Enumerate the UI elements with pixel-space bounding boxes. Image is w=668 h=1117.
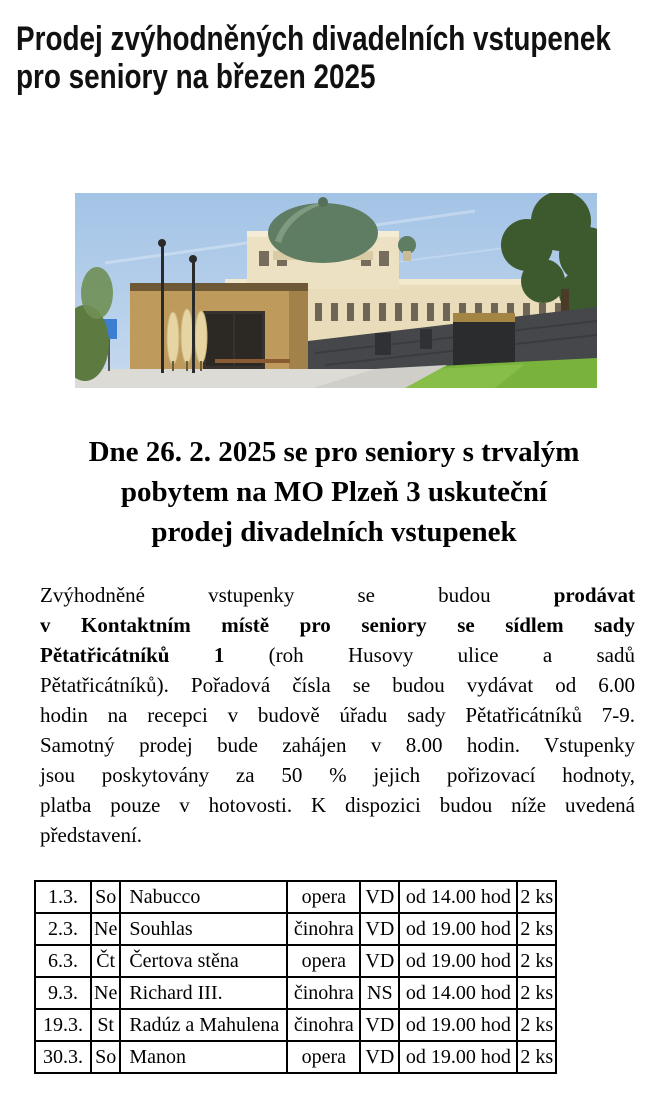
performance-time: od 19.00 hod <box>399 1041 517 1073</box>
theater-photo <box>75 193 597 388</box>
umbrellas <box>167 309 207 371</box>
performance-quantity: 2 ks <box>517 977 556 1009</box>
event-heading-line-2: pobytem na MO Plzeň 3 uskuteční <box>120 476 548 508</box>
performance-time: od 14.00 hod <box>399 977 517 1009</box>
performance-day: Ne <box>91 977 120 1009</box>
performance-day: Ne <box>91 913 120 945</box>
performance-title: Radúz a Mahulena <box>120 1009 287 1041</box>
table-row <box>35 881 556 913</box>
table-row <box>35 1041 556 1073</box>
paragraph-line: Samotný prodej bude zahájen v 8.00 hodin. Vstupenky <box>40 733 635 757</box>
performance-day: So <box>91 881 120 913</box>
performance-genre: opera <box>287 1041 360 1073</box>
table-row <box>35 913 556 945</box>
table-row <box>35 1009 556 1041</box>
performance-date: 30.3. <box>35 1041 91 1073</box>
paragraph-line: v Kontaktním místě pro seniory se sídlem sady <box>40 613 635 637</box>
performance-date: 9.3. <box>35 977 91 1009</box>
event-heading-line-1: Dne 26. 2. 2025 se pro seniory s trvalým <box>88 436 580 468</box>
performance-quantity: 2 ks <box>517 1009 556 1041</box>
paragraph-line: Zvýhodněné vstupenky se budou prodávat <box>40 583 635 607</box>
paragraph-line: představení. <box>40 823 143 847</box>
performance-day: St <box>91 1009 120 1041</box>
schedule-table <box>34 880 557 1074</box>
performance-date: 2.3. <box>35 913 91 945</box>
performance-day: So <box>91 1041 120 1073</box>
performance-time: od 19.00 hod <box>399 945 517 977</box>
performance-venue: VD <box>360 913 399 945</box>
performance-quantity: 2 ks <box>517 1041 556 1073</box>
table-row <box>35 945 556 977</box>
page-title-line-1: Prodej zvýhodněných divadelních vstupenek <box>16 20 611 58</box>
paragraph-line: Pětatřicátníků 1 (roh Husovy ulice a sadů <box>40 643 635 667</box>
event-heading-line-3: prodej divadelních vstupenek <box>151 516 517 548</box>
event-heading <box>20 432 648 552</box>
body-paragraph <box>40 580 635 850</box>
performance-time: od 19.00 hod <box>399 1009 517 1041</box>
theater-photo-illustration <box>75 193 597 388</box>
performance-venue: VD <box>360 1009 399 1041</box>
performance-title: Nabucco <box>120 881 287 913</box>
paragraph-line: jsou poskytovány za 50 % jejich pořizovací hodnoty, <box>40 763 635 787</box>
schedule-table-wrap <box>34 880 668 1074</box>
paragraph-line: platba pouze v hotovosti. K dispozici budou níže uvedená <box>40 793 635 817</box>
paragraph-line: hodin na recepci v budově úřadu sady Pětatřicátníků 7-9. <box>40 703 635 727</box>
performance-venue: VD <box>360 1041 399 1073</box>
performance-venue: VD <box>360 945 399 977</box>
performance-date: 19.3. <box>35 1009 91 1041</box>
performance-genre: opera <box>287 945 360 977</box>
performance-venue: VD <box>360 881 399 913</box>
page-title <box>0 0 668 96</box>
performance-quantity: 2 ks <box>517 881 556 913</box>
performance-genre: činohra <box>287 913 360 945</box>
performance-quantity: 2 ks <box>517 913 556 945</box>
performance-title: Manon <box>120 1041 287 1073</box>
performance-title: Richard III. <box>120 977 287 1009</box>
paragraph-line: Pětatřicátníků). Pořadová čísla se budou vydávat od 6.00 <box>40 673 635 697</box>
table-row <box>35 977 556 1009</box>
page-title-line-2: pro seniory na březen 2025 <box>16 58 376 96</box>
performance-date: 1.3. <box>35 881 91 913</box>
performance-date: 6.3. <box>35 945 91 977</box>
performance-title: Čertova stěna <box>120 945 287 977</box>
performance-genre: činohra <box>287 977 360 1009</box>
annex <box>130 283 308 383</box>
performance-venue: NS <box>360 977 399 1009</box>
performance-day: Čt <box>91 945 120 977</box>
performance-genre: činohra <box>287 1009 360 1041</box>
performance-genre: opera <box>287 881 360 913</box>
performance-quantity: 2 ks <box>517 945 556 977</box>
performance-time: od 14.00 hod <box>399 881 517 913</box>
performance-title: Souhlas <box>120 913 287 945</box>
performance-time: od 19.00 hod <box>399 913 517 945</box>
